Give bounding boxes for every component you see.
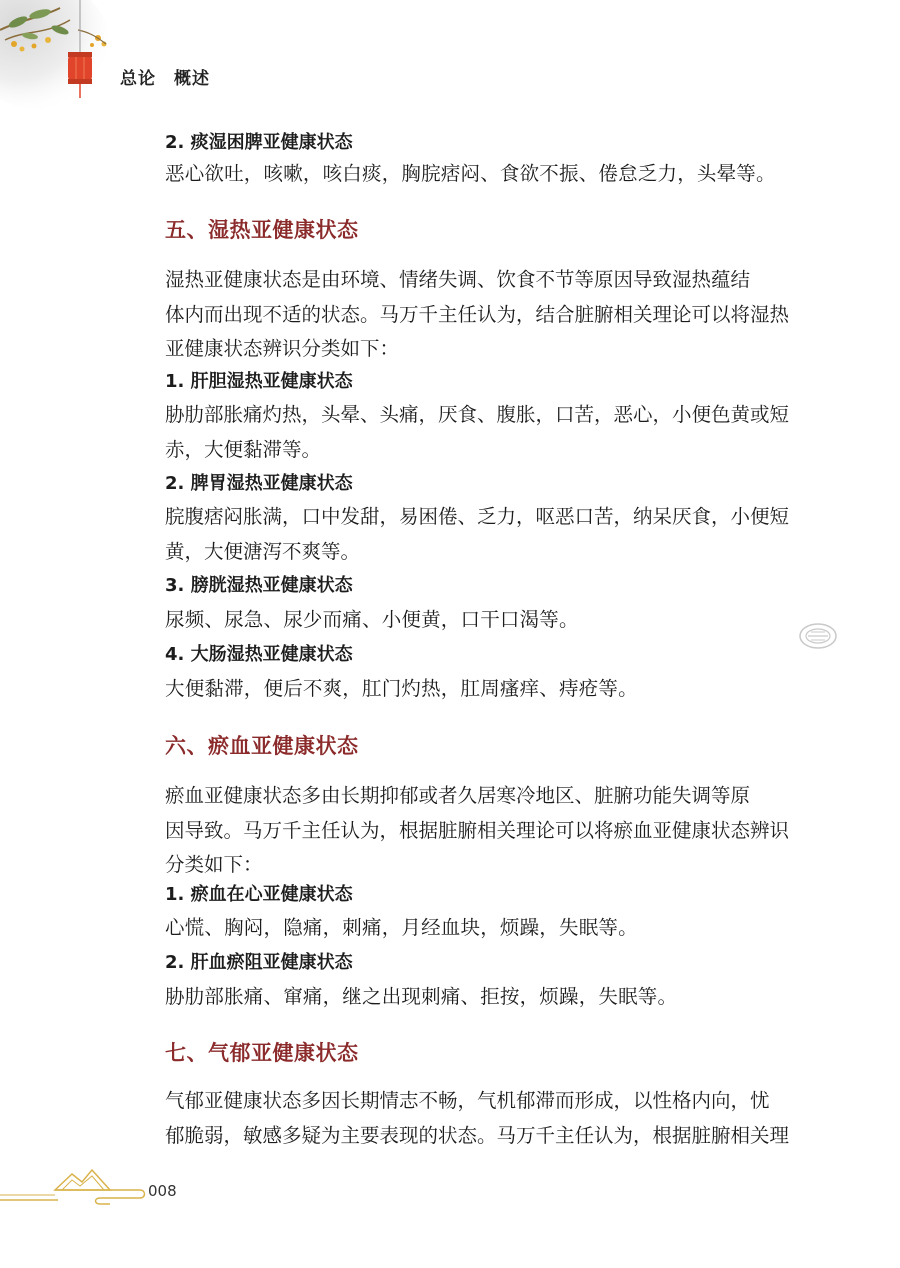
s6-intro-line-3: 分类如下： bbox=[165, 853, 263, 876]
paragraph-s5-item1 bbox=[165, 398, 790, 467]
text-s5-item3: 尿频、尿急、尿少而痛、小便黄，口干口渴等。 bbox=[165, 608, 579, 631]
subheading-s6-item1: 1. 瘀血在心亚健康状态 bbox=[165, 884, 353, 905]
s5-intro-line-3: 亚健康状态辨识分类如下： bbox=[165, 337, 400, 360]
subheading-s5-item2: 2. 脾胃湿热亚健康状态 bbox=[165, 473, 353, 494]
header-decoration bbox=[0, 0, 115, 120]
section-heading-5: 五、湿热亚健康状态 bbox=[165, 217, 359, 242]
s6-intro-line-2: 因导致。马万千主任认为，根据脏腑相关理论可以将瘀血亚健康状态辨识 bbox=[165, 818, 790, 842]
text-s5-item4: 大便黏滞，便后不爽，肛门灼热，肛周瘙痒、痔疮等。 bbox=[165, 677, 638, 700]
subheading-s4-item2: 2. 痰湿困脾亚健康状态 bbox=[165, 132, 353, 153]
header-chapter: 概述 bbox=[174, 69, 210, 89]
s6-intro-line-1: 瘀血亚健康状态多由长期抑郁或者久居寒冷地区、脏腑功能失调等原 bbox=[165, 784, 751, 807]
header-part: 总论 bbox=[120, 69, 156, 89]
s5-intro-line-2: 体内而出现不适的状态。马万千主任认为，结合脏腑相关理论可以将湿热 bbox=[165, 302, 790, 326]
side-logo-icon bbox=[798, 622, 838, 650]
section-heading-7: 七、气郁亚健康状态 bbox=[165, 1040, 359, 1065]
subheading-s5-item4: 4. 大肠湿热亚健康状态 bbox=[165, 644, 353, 665]
paragraph-s7-intro bbox=[165, 1084, 790, 1153]
footer-mountain-decoration bbox=[0, 1160, 150, 1208]
running-header bbox=[120, 64, 228, 89]
paragraph-s6-intro bbox=[165, 779, 790, 883]
s5-item2-line-2: 黄，大便溏泻不爽等。 bbox=[165, 539, 361, 563]
s5-item1-line-2: 赤，大便黏滞等。 bbox=[165, 437, 322, 461]
paragraph-s5-item2 bbox=[165, 500, 790, 569]
text-s4-item2: 恶心欲吐，咳嗽，咳白痰，胸脘痞闷、食欲不振、倦怠乏力，头晕等。 bbox=[165, 162, 776, 185]
s5-item1-line-1: 胁肋部胀痛灼热，头晕、头痛，厌食、腹胀，口苦，恶心，小便色黄或短 bbox=[165, 403, 790, 426]
subheading-s5-item3: 3. 膀胱湿热亚健康状态 bbox=[165, 575, 353, 596]
s7-intro-line-2: 郁脆弱，敏感多疑为主要表现的状态。马万千主任认为，根据脏腑相关理 bbox=[165, 1123, 790, 1147]
subheading-s6-item2: 2. 肝血瘀阻亚健康状态 bbox=[165, 952, 353, 973]
s7-intro-line-1: 气郁亚健康状态多因长期情志不畅，气机郁滞而形成，以性格内向，忧 bbox=[165, 1089, 770, 1112]
page-number: 008 bbox=[148, 1182, 177, 1200]
paragraph-s5-intro bbox=[165, 263, 790, 367]
subheading-s5-item1: 1. 肝胆湿热亚健康状态 bbox=[165, 371, 353, 392]
text-s6-item2: 胁肋部胀痛、窜痛，继之出现刺痛、拒按，烦躁，失眠等。 bbox=[165, 985, 678, 1008]
s5-intro-line-1: 湿热亚健康状态是由环境、情绪失调、饮食不节等原因导致湿热蕴结 bbox=[165, 268, 751, 291]
section-heading-6: 六、瘀血亚健康状态 bbox=[165, 733, 359, 758]
s5-item2-line-1: 脘腹痞闷胀满，口中发甜，易困倦、乏力，呕恶口苦，纳呆厌食，小便短 bbox=[165, 505, 790, 528]
text-s6-item1: 心慌、胸闷，隐痛，刺痛，月经血块，烦躁，失眠等。 bbox=[165, 916, 638, 939]
